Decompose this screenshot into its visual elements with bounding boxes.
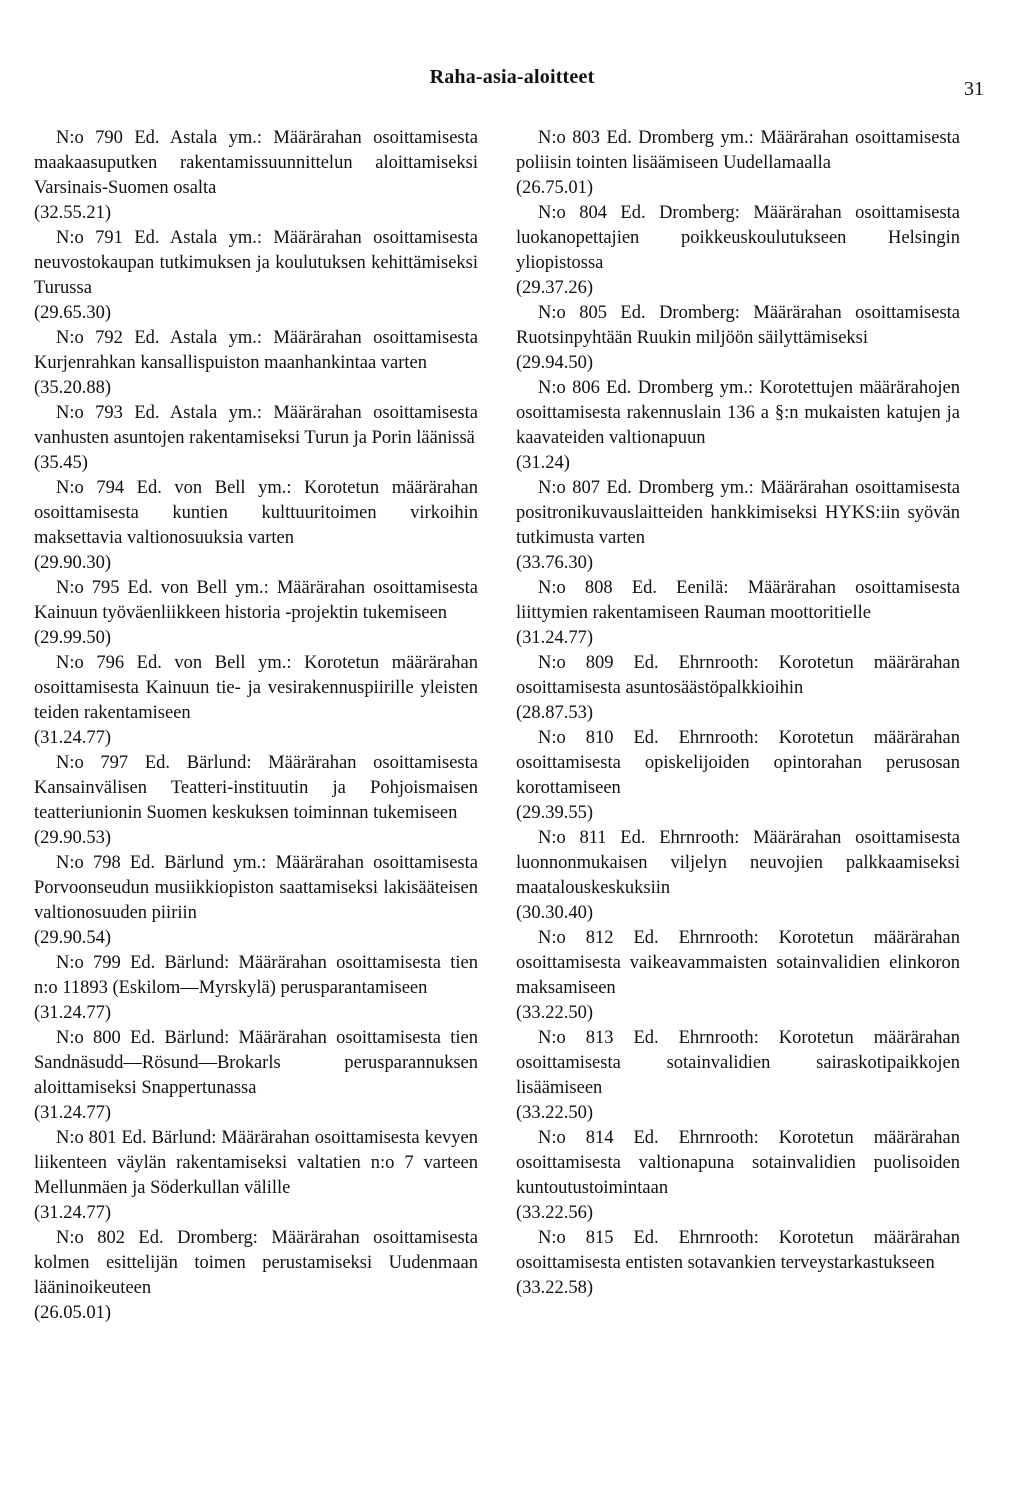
budget-code: (35.20.88) — [34, 378, 112, 398]
initiative-text: N:o 801 Ed. Bärlund: Määrärahan osoittamisesta kevyen liikenteen väylän rakentamiseksi valtatien n:o 7 varteen Mellunmäen ja Söderkullan välille — [34, 1128, 478, 1198]
initiative-entry — [34, 851, 478, 951]
initiative-entry — [516, 1226, 960, 1301]
budget-code: (31.24.77) — [34, 728, 112, 748]
budget-code: (29.94.50) — [516, 353, 594, 373]
initiative-text: N:o 812 Ed. Ehrnrooth: Korotetun määrärahan osoittamisesta vaikeavammaisten sotainvalidien elinkoron maksamiseen — [516, 928, 960, 998]
initiative-text: N:o 798 Ed. Bärlund ym.: Määrärahan osoittamisesta Porvoonseudun musiikkiopiston saattamiseksi lakisääteisen valtionosuuden piiriin — [34, 853, 478, 923]
initiative-text: N:o 809 Ed. Ehrnrooth: Korotetun määrärahan osoittamisesta asuntosäästöpalkkioihin — [516, 653, 960, 698]
budget-code: (33.22.58) — [516, 1278, 594, 1298]
budget-code: (33.22.56) — [516, 1203, 594, 1223]
budget-code: (29.90.30) — [34, 553, 112, 573]
initiative-text: N:o 810 Ed. Ehrnrooth: Korotetun määrärahan osoittamisesta opiskelijoiden opintorahan perusosan korottamiseen — [516, 728, 960, 798]
budget-code: (33.76.30) — [516, 553, 594, 573]
initiative-text: N:o 790 Ed. Astala ym.: Määrärahan osoittamisesta maakaasuputken rakentamissuunnittelun aloittamiseksi Varsinais-Suomen osalta — [34, 128, 478, 198]
budget-code: (29.65.30) — [34, 303, 112, 323]
initiative-entry — [34, 1026, 478, 1126]
left-column — [34, 126, 478, 1326]
running-title: Raha-asia-aloitteet — [429, 66, 595, 88]
budget-code: (35.45) — [34, 453, 88, 473]
initiative-entry — [516, 926, 960, 1026]
initiative-entry — [34, 476, 478, 576]
initiative-text: N:o 791 Ed. Astala ym.: Määrärahan osoittamisesta neuvostokaupan tutkimuksen ja koulutuksen kehittämiseksi Turussa — [34, 228, 478, 298]
initiative-text: N:o 795 Ed. von Bell ym.: Määrärahan osoittamisesta Kainuun työväenliikkeen historia -projektin tukemiseen — [34, 578, 478, 623]
initiative-entry — [34, 951, 478, 1026]
initiative-text: N:o 796 Ed. von Bell ym.: Korotetun määrärahan osoittamisesta Kainuun tie- ja vesirakennuspiirille yleisten teiden rakentamiseen — [34, 653, 478, 723]
budget-code: (31.24.77) — [516, 628, 594, 648]
initiative-text: N:o 805 Ed. Dromberg: Määrärahan osoittamisesta Ruotsinpyhtään Ruukin miljöön säilyttämiseksi — [516, 303, 960, 348]
initiative-entry — [516, 1126, 960, 1226]
budget-code: (29.39.55) — [516, 803, 594, 823]
initiative-text: N:o 814 Ed. Ehrnrooth: Korotetun määrärahan osoittamisesta valtionapuna sotainvalidien puolisoiden kuntoutustoimintaan — [516, 1128, 960, 1198]
initiative-entry — [516, 1026, 960, 1126]
initiative-entry — [516, 726, 960, 826]
budget-code: (33.22.50) — [516, 1103, 594, 1123]
initiative-entry — [516, 476, 960, 576]
budget-code: (31.24.77) — [34, 1003, 112, 1023]
initiative-text: N:o 802 Ed. Dromberg: Määrärahan osoittamisesta kolmen esittelijän toimen perustamiseksi Uudenmaan lääninoikeuteen — [34, 1228, 478, 1298]
budget-code: (30.30.40) — [516, 903, 594, 923]
initiative-entry — [516, 126, 960, 201]
initiative-entry — [34, 401, 478, 476]
initiative-text: N:o 793 Ed. Astala ym.: Määrärahan osoittamisesta vanhusten asuntojen rakentamiseksi Turun ja Porin läänissä — [34, 403, 478, 448]
initiative-entry — [516, 301, 960, 376]
budget-code: (31.24.77) — [34, 1203, 112, 1223]
page-header — [0, 66, 1024, 106]
initiative-entry — [34, 576, 478, 651]
initiative-text: N:o 799 Ed. Bärlund: Määrärahan osoittamisesta tien n:o 11893 (Eskilom—Myrskylä) perusparantamiseen — [34, 953, 478, 998]
initiative-text: N:o 815 Ed. Ehrnrooth: Korotetun määrärahan osoittamisesta entisten sotavankien terveystarkastukseen — [516, 1228, 960, 1273]
initiative-text: N:o 800 Ed. Bärlund: Määrärahan osoittamisesta tien Sandnäsudd—Rösund—Brokarls perusparannuksen aloittamiseksi Snappertunassa — [34, 1028, 478, 1098]
budget-code: (26.05.01) — [34, 1303, 112, 1323]
right-column — [516, 126, 960, 1301]
initiative-text: N:o 806 Ed. Dromberg ym.: Korotettujen määrärahojen osoittamisesta rakennuslain 136 a §:n mukaisten katujen ja kaavateiden valtionapuun — [516, 378, 960, 448]
initiative-entry — [34, 751, 478, 851]
initiative-text: N:o 804 Ed. Dromberg: Määrärahan osoittamisesta luokanopettajien poikkeuskoulutukseen Helsingin yliopistossa — [516, 203, 960, 273]
initiative-text: N:o 808 Ed. Eenilä: Määrärahan osoittamisesta liittymien rakentamiseen Rauman moottoritielle — [516, 578, 960, 623]
initiative-text: N:o 813 Ed. Ehrnrooth: Korotetun määrärahan osoittamisesta sotainvalidien sairaskotipaikkojen lisäämiseen — [516, 1028, 960, 1098]
initiative-entry — [34, 651, 478, 751]
initiative-entry — [34, 126, 478, 226]
budget-code: (26.75.01) — [516, 178, 594, 198]
budget-code: (29.90.53) — [34, 828, 112, 848]
budget-code: (32.55.21) — [34, 203, 112, 223]
budget-code: (33.22.50) — [516, 1003, 594, 1023]
budget-code: (29.37.26) — [516, 278, 594, 298]
initiative-entry — [516, 651, 960, 726]
budget-code: (31.24) — [516, 453, 570, 473]
initiative-text: N:o 807 Ed. Dromberg ym.: Määrärahan osoittamisesta positronikuvauslaitteiden hankkimiseksi HYKS:iin syövän tutkimusta varten — [516, 478, 960, 548]
initiative-text: N:o 792 Ed. Astala ym.: Määrärahan osoittamisesta Kurjenrahkan kansallispuiston maanhankintaa varten — [34, 328, 478, 373]
initiative-entry — [34, 1126, 478, 1226]
budget-code: (28.87.53) — [516, 703, 594, 723]
budget-code: (29.99.50) — [34, 628, 112, 648]
initiative-entry — [516, 826, 960, 926]
initiative-text: N:o 803 Ed. Dromberg ym.: Määrärahan osoittamisesta poliisin tointen lisäämiseen Uudellamaalla — [516, 128, 960, 173]
initiative-text: N:o 794 Ed. von Bell ym.: Korotetun määrärahan osoittamisesta kuntien kulttuuritoimen virkoihin maksettavia valtionosuuksia varten — [34, 478, 478, 548]
initiative-entry — [516, 201, 960, 301]
initiative-entry — [34, 326, 478, 401]
budget-code: (29.90.54) — [34, 928, 112, 948]
initiative-entry — [34, 1226, 478, 1326]
budget-code: (31.24.77) — [34, 1103, 112, 1123]
initiative-entry — [516, 376, 960, 476]
initiative-entry — [34, 226, 478, 326]
initiative-text: N:o 797 Ed. Bärlund: Määrärahan osoittamisesta Kansainvälisen Teatteri-instituutin ja Pohjoismaisen teatteriunionin Suomen keskuksen toiminnan tukemiseen — [34, 753, 478, 823]
page-number: 31 — [964, 78, 984, 100]
initiative-text: N:o 811 Ed. Ehrnrooth: Määrärahan osoittamisesta luonnonmukaisen viljelyn neuvojien palkkaamiseksi maatalouskeskuksiin — [516, 828, 960, 898]
initiative-entry — [516, 576, 960, 651]
